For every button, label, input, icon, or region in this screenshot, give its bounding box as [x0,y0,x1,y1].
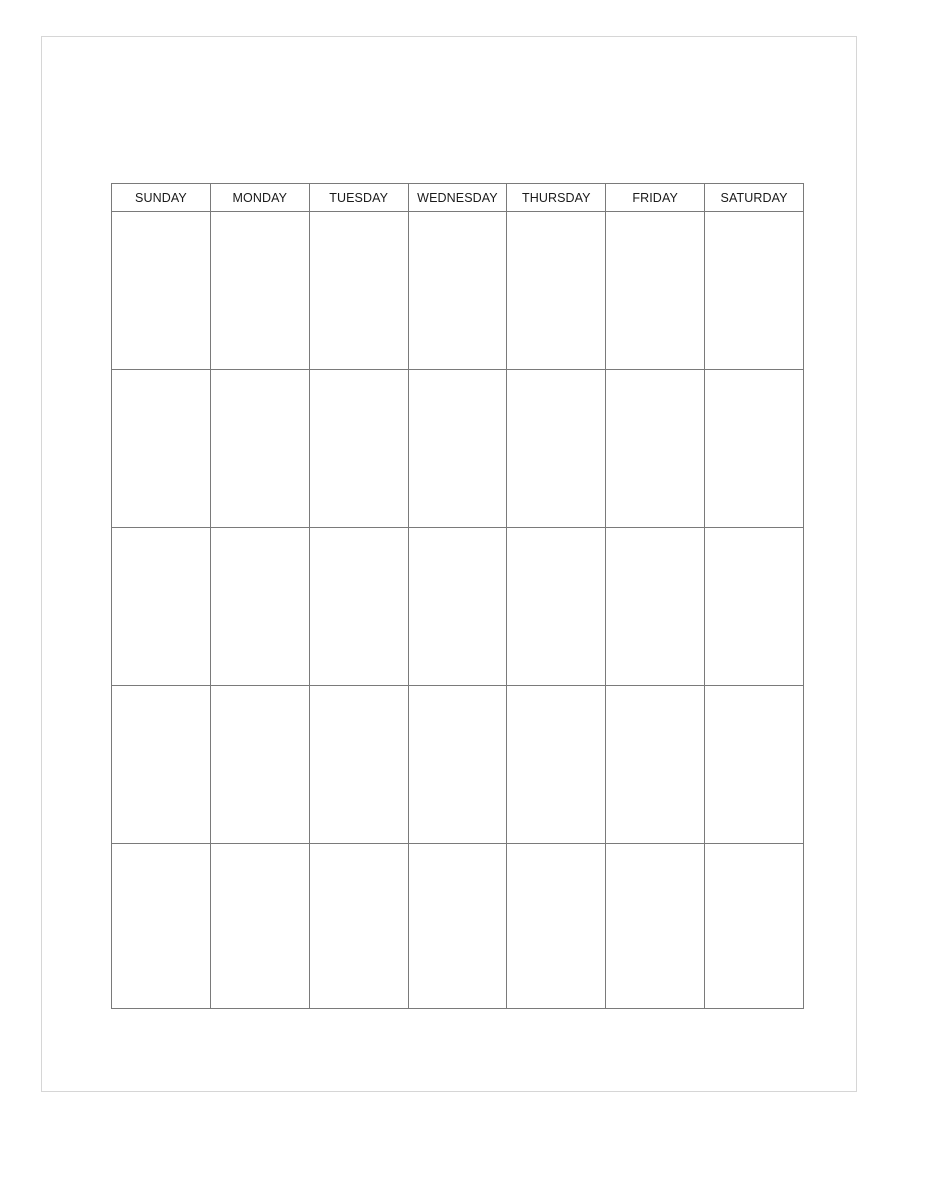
calendar-day-cell [210,212,309,370]
weekday-header-monday: MONDAY [210,184,309,212]
calendar-day-cell [309,844,408,1009]
calendar-day-cell [705,844,804,1009]
calendar-day-cell [210,686,309,844]
weekday-header-wednesday: WEDNESDAY [408,184,507,212]
calendar-day-cell [408,528,507,686]
calendar-day-cell [507,528,606,686]
calendar-day-cell [112,844,211,1009]
calendar-day-cell [408,686,507,844]
calendar-day-cell [112,528,211,686]
weekday-header-friday: FRIDAY [606,184,705,212]
calendar-day-cell [408,844,507,1009]
calendar-day-cell [705,370,804,528]
calendar-day-cell [507,686,606,844]
calendar-day-cell [705,528,804,686]
calendar-weeks [112,212,804,1009]
weekday-header-saturday: SATURDAY [705,184,804,212]
weekday-header-thursday: THURSDAY [507,184,606,212]
calendar-day-cell [705,212,804,370]
calendar-day-cell [112,370,211,528]
calendar-day-cell [606,370,705,528]
calendar-day-cell [309,370,408,528]
weekday-header-row [112,184,804,212]
weekday-header-tuesday: TUESDAY [309,184,408,212]
calendar-day-cell [210,528,309,686]
weekday-header-sunday: SUNDAY [112,184,211,212]
calendar-day-cell [112,212,211,370]
calendar-week-row [112,370,804,528]
calendar-day-cell [606,844,705,1009]
calendar-day-cell [309,212,408,370]
calendar-day-cell [606,528,705,686]
calendar-day-cell [112,686,211,844]
calendar-week-row [112,844,804,1009]
calendar-grid [111,183,804,1009]
calendar-day-cell [606,686,705,844]
calendar-week-row [112,686,804,844]
calendar-day-cell [705,686,804,844]
calendar-day-cell [408,212,507,370]
calendar-day-cell [408,370,507,528]
calendar-day-cell [210,370,309,528]
calendar-day-cell [309,686,408,844]
calendar-day-cell [309,528,408,686]
calendar-day-cell [507,844,606,1009]
calendar-day-cell [210,844,309,1009]
calendar-day-cell [507,370,606,528]
calendar-week-row [112,528,804,686]
calendar-day-cell [606,212,705,370]
calendar-day-cell [507,212,606,370]
calendar-week-row [112,212,804,370]
